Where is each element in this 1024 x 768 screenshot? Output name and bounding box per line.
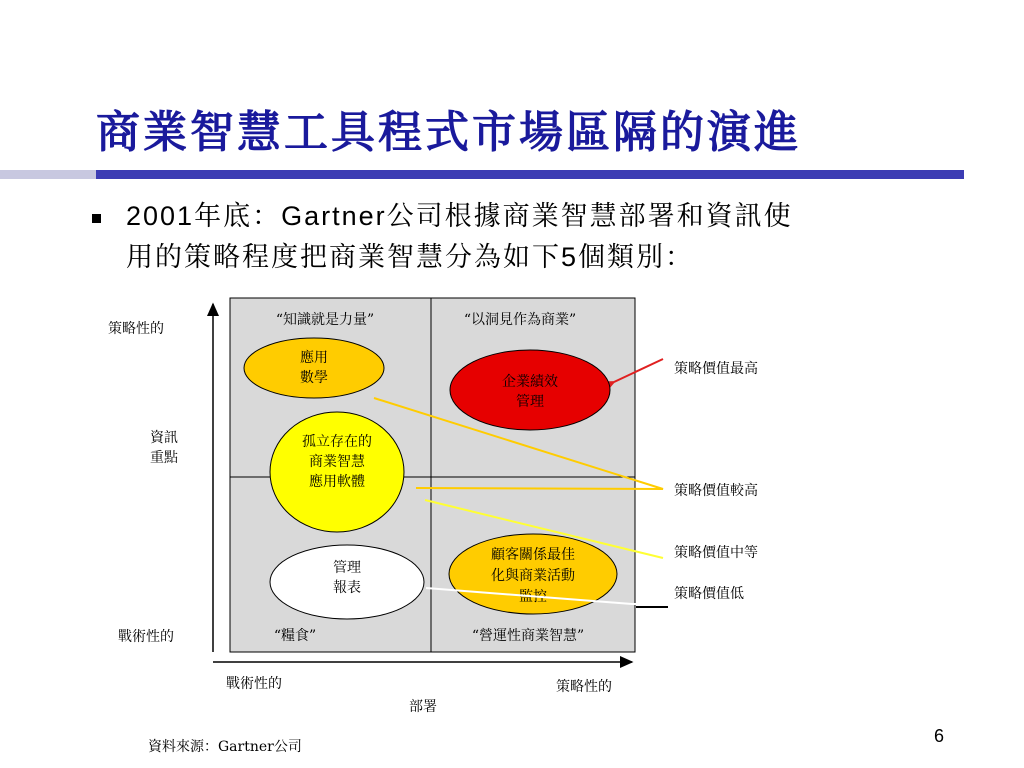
category-performance-management-line: 企業績效: [502, 374, 558, 390]
quadrant-label-top-right: “以洞見作為商業”: [463, 312, 577, 328]
quadrant-label-top-left: “知識就是力量”: [275, 312, 375, 328]
category-standalone-bi-apps-line: 應用軟體: [309, 474, 365, 490]
category-management-reporting-line: 管理: [333, 560, 361, 576]
bullet-line-1-rest: 公司根據商業智慧部署和資訊使: [386, 201, 793, 232]
bullet-year: 2001: [126, 201, 195, 231]
category-standalone-bi-apps: [270, 412, 404, 532]
bullet-brand: Gartner: [281, 201, 387, 231]
x-axis-right-label: 策略性的: [556, 679, 612, 695]
category-applied-math: [244, 338, 384, 398]
bullet-year-suffix: 年底：: [194, 201, 282, 232]
bullet-count: 5: [561, 242, 579, 272]
category-performance-management: [450, 350, 610, 430]
category-crm-bam-line: 化與商業活動: [491, 568, 575, 584]
legend-label-low-value: 策略價值低: [674, 586, 744, 602]
legend-label-top-value: 策略價值最高: [674, 361, 758, 377]
category-crm-bam-line: 監控: [519, 589, 547, 605]
x-axis-left-label: 戰術性的: [226, 676, 282, 692]
category-standalone-bi-apps-label: [302, 434, 372, 490]
source-note: 資料來源：Gartner公司: [148, 739, 302, 755]
bullet-line-2-rest: 個類別：: [578, 242, 695, 273]
quadrant-label-bottom-right: “營運性商業智慧”: [471, 628, 585, 644]
category-standalone-bi-apps-line: 商業智慧: [309, 454, 365, 470]
category-crm-bam-line: 顧客關係最佳: [491, 547, 575, 563]
legend-label-medium-value: 策略價值中等: [674, 545, 758, 561]
category-management-reporting-line: 報表: [333, 580, 361, 596]
y-axis-bottom-label: 戰術性的: [118, 629, 174, 645]
category-applied-math-line: 應用: [300, 350, 328, 366]
category-performance-management-line: 管理: [516, 394, 544, 410]
legend-label-higher-value: 策略價值較高: [674, 483, 758, 499]
y-axis-top-label: 策略性的: [108, 321, 164, 337]
x-axis-title: 部署: [409, 699, 437, 715]
page-title: 商業智慧工具程式市場區隔的演進: [96, 107, 801, 158]
category-applied-math-line: 數學: [300, 370, 328, 386]
quadrant-label-bottom-left: “糧食”: [273, 628, 317, 644]
bullet-line-2-prefix: 用的策略程度把商業智慧分為如下: [126, 242, 561, 273]
page-number: 6: [934, 726, 945, 746]
y-axis-middle-label: 資訊: [150, 430, 178, 446]
y-axis-middle-label: 重點: [150, 450, 178, 466]
category-standalone-bi-apps-line: 孤立存在的: [302, 434, 372, 450]
